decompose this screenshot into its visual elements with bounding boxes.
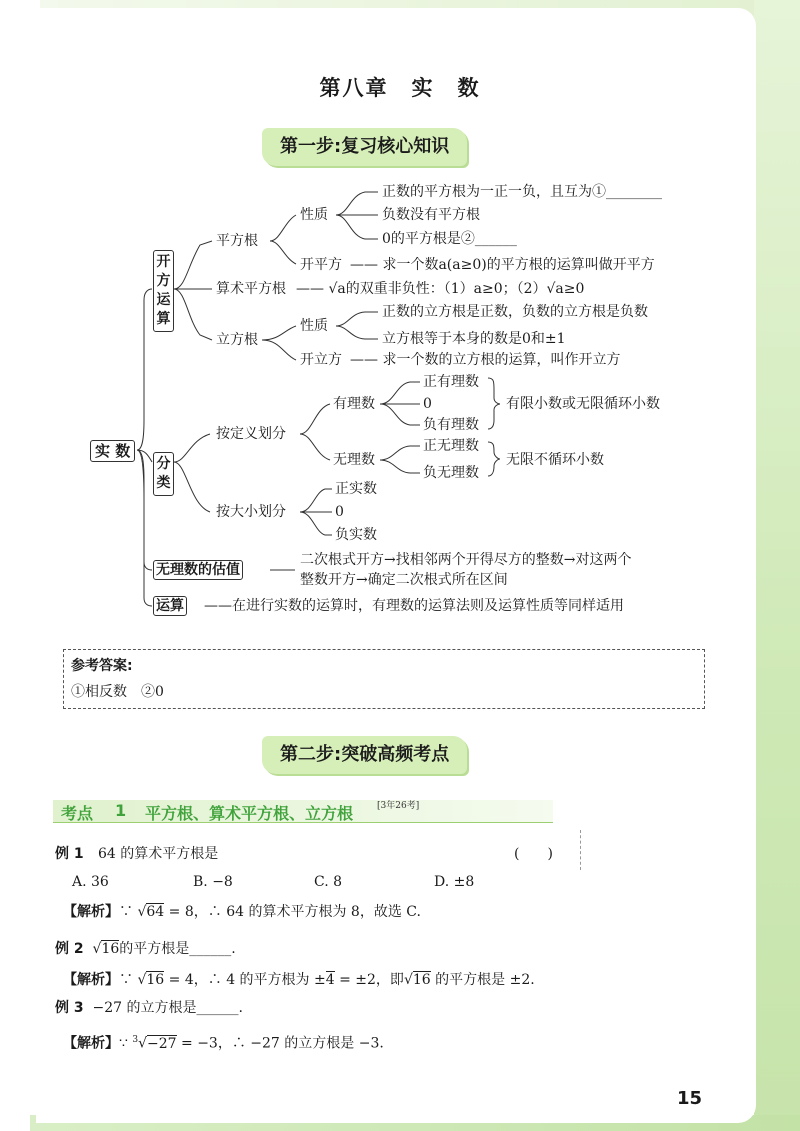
node-estimate: 无理数的估值	[153, 560, 243, 580]
text-irrational-desc: 无限不循环小数	[506, 452, 604, 468]
node-xingzhi2: 性质	[300, 318, 328, 334]
node-irrational: 无理数	[333, 452, 375, 468]
branch-line-bydef	[174, 434, 210, 462]
text-estimate-line1: 二次根式开方→找相邻两个开得尽方的整数→对这两个	[300, 552, 632, 568]
branch-line-yunsuan	[137, 450, 152, 606]
step2-banner: 第二步:突破高频考点	[262, 736, 467, 774]
text-pf-prop2: 负数没有平方根	[382, 207, 480, 223]
text-negative-rational: 负有理数	[423, 417, 479, 433]
branch-line-zs	[300, 489, 332, 512]
text-operation-def: ——在进行实数的运算时，有理数的运算法则及运算性质等同样适用	[204, 598, 624, 614]
node-kailifang: 开立方	[300, 352, 342, 368]
branch-line-lfp1	[336, 312, 378, 326]
branch-line-pingfanggen	[174, 241, 212, 289]
page-number: 15	[676, 1088, 702, 1109]
branch-line-lfp2	[336, 326, 378, 339]
solution-label: 【解析】	[63, 972, 119, 988]
text-zero-real: 0	[335, 504, 344, 520]
node-rational: 有理数	[333, 396, 375, 412]
branch-line-wuli	[300, 434, 330, 460]
text-pf-prop3: 0的平方根是②______	[382, 231, 517, 247]
solution-text: = ±2，即	[334, 972, 404, 988]
branch-line-kailifang	[262, 340, 296, 360]
example3-solution: 【解析】∵ $^3$√−27 = −3，∴ −27 的立方根是 −3.	[63, 1035, 384, 1052]
root-real-numbers: 实 数	[90, 440, 135, 462]
kaifang-char: 开	[156, 254, 171, 270]
branch-line-xingzhi2	[262, 326, 296, 340]
text-positive-irrational: 正无理数	[423, 438, 479, 454]
text-negative-real: 负实数	[335, 527, 377, 543]
chapter-title: 第八章 实 数	[319, 76, 481, 100]
example1-solution: 【解析】∵ √64 = 8，∴ 64 的算术平方根为 8，故选 C.	[63, 904, 421, 920]
branch-line-fy	[380, 404, 420, 425]
branch-line-fw	[380, 460, 420, 473]
example1-option-a: A. 36	[72, 874, 109, 890]
kaifang-char: 运	[156, 292, 171, 308]
margin-divider	[580, 830, 581, 870]
radicand: −27	[147, 1035, 177, 1052]
solution-label: 【解析】	[63, 1035, 119, 1052]
node-by-size: 按大小划分	[216, 504, 286, 520]
text-kailifang-def: —— 求一个数的立方根的运算，叫作开立方	[350, 352, 621, 368]
solution-text: ∵	[119, 972, 138, 988]
kaodian-title: 平方根、算术平方根、立方根	[145, 804, 354, 823]
node-kaipingfang: 开平方	[300, 257, 342, 273]
example3-label: 例 3	[55, 1000, 84, 1016]
kaifang-box	[153, 250, 174, 332]
solution-text: 的平方根是 ±2.	[430, 972, 535, 988]
text-pf-prop1: 正数的平方根为一正一负，且互为①________	[382, 184, 662, 200]
kaifang-char: 算	[156, 311, 171, 327]
step1-banner: 第一步:复习核心知识	[262, 128, 467, 166]
solution-text: ∵	[119, 904, 138, 920]
node-pingfanggen: 平方根	[216, 233, 258, 249]
text-positive-rational: 正有理数	[423, 374, 479, 390]
kaodian-header	[53, 800, 553, 823]
branch-line-kaifang	[137, 289, 152, 450]
radicand: 16	[101, 941, 120, 957]
brace-youli	[488, 378, 500, 429]
answer-content: ①相反数 ②0	[71, 684, 164, 700]
solution-text: = 4，∴ 4 的平方根为 ±	[164, 972, 326, 988]
example2-question: 的平方根是______.	[119, 941, 236, 957]
answer-title: 参考答案:	[71, 658, 133, 674]
brace-wuli	[488, 442, 500, 476]
node-xingzhi1: 性质	[300, 207, 328, 223]
solution-label: 【解析】	[63, 904, 119, 920]
branch-line-youli	[300, 404, 330, 434]
branch-line-kaipingfang	[270, 241, 296, 264]
branch-line-fs	[300, 512, 332, 535]
radicand: 16	[146, 972, 165, 988]
radicand: 64	[146, 904, 165, 920]
kaodian-number: 1	[115, 801, 127, 820]
branch-line-zw	[380, 446, 420, 460]
node-suanshu: 算术平方根	[216, 281, 286, 297]
example1-option-c: C. 8	[314, 874, 343, 890]
text-kaipingfang-def: —— 求一个数a(a≥0)的平方根的运算叫做开平方	[350, 257, 655, 273]
solution-text: ∵	[119, 1035, 133, 1052]
branch-line-lifanggen	[174, 289, 212, 340]
branch-line-bysize	[174, 462, 210, 512]
text-rational-desc: 有限小数或无限循环小数	[506, 396, 660, 412]
solution-text: = −3，∴ −27 的立方根是 −3.	[176, 1035, 384, 1052]
fenlei-char: 类	[156, 475, 171, 491]
node-operation: 运算	[153, 596, 187, 616]
branch-line-xingzhi1	[270, 215, 296, 241]
example3-question: −27 的立方根是______.	[92, 1000, 243, 1016]
answer-box	[63, 649, 705, 709]
example1-question: 64 的算术平方根是	[98, 846, 219, 862]
fenlei-char: 分	[156, 456, 171, 472]
root-index: 3	[132, 1035, 139, 1045]
example2-question-line: 例 2 √16的平方根是______.	[55, 941, 236, 957]
text-lf-prop2: 立方根等于本身的数是0和±1	[382, 331, 566, 347]
radicand: 16	[412, 972, 431, 988]
node-by-definition: 按定义划分	[216, 426, 286, 442]
example1-option-b: B. −8	[193, 874, 233, 890]
kaifang-char: 方	[156, 273, 171, 289]
branch-line-pfp3	[336, 215, 378, 239]
node-lifanggen: 立方根	[216, 332, 258, 348]
text-zero-rational: 0	[423, 396, 432, 412]
kaodian-label: 考点	[61, 804, 94, 823]
solution-text: = 8，∴ 64 的算术平方根为 8，故选 C.	[164, 904, 421, 920]
text-suanshu-def: —— √a的双重非负性：（1）a≥0；（2）√a≥0	[296, 281, 585, 297]
example1-label: 例 1	[55, 846, 84, 862]
radicand: 4	[325, 972, 335, 988]
example2-solution: 【解析】∵ √16 = 4，∴ 4 的平方根为 ±4 = ±2，即√16 的平方根是 ±2.	[63, 972, 535, 988]
example2-label: 例 2	[55, 941, 84, 957]
text-positive-real: 正实数	[335, 481, 377, 497]
text-negative-irrational: 负无理数	[423, 465, 479, 481]
branch-line-zy	[380, 382, 420, 404]
fenlei-box	[153, 452, 174, 496]
example1-option-d: D. ±8	[434, 874, 475, 890]
kaodian-tag: [3年26考]	[377, 801, 420, 811]
text-lf-prop1: 正数的立方根是正数，负数的立方根是负数	[382, 304, 648, 320]
text-estimate-line2: 整数开方→确定二次根式所在区间	[300, 572, 508, 588]
example1-answer-paren: ( )	[514, 846, 553, 862]
branch-line-pfp1	[336, 192, 378, 215]
example3-question-line	[55, 1000, 243, 1016]
